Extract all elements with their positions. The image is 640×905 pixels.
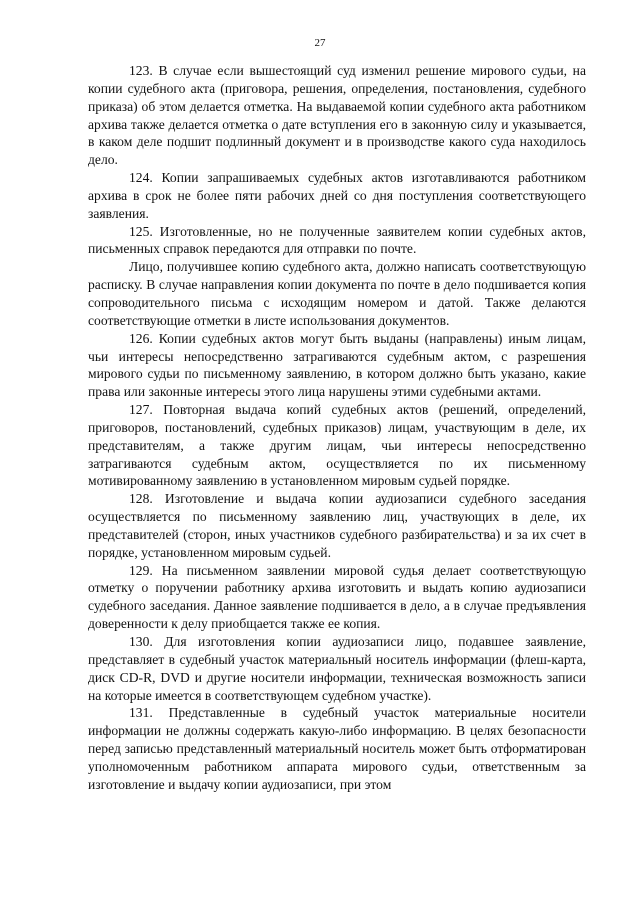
paragraph-129: 129. На письменном заявлении мировой судья делает соответствующую отметку о поручении работнику архива изготовить и выдать копию аудиозаписи судебного заседания. Данное заявление подшивается в дело, а в случае предъявления доверенности к делу приобщается также ее копия.	[88, 562, 586, 632]
paragraph-127: 127. Повторная выдача копий судебных актов (решений, определений, приговоров, постановлений, судебных приказов) лицам, участвующим в деле, их представителям, а также другим лицам, чьи интересы непосредственно затрагиваются судебным актом, осуществляется по их письменному мотивированному заявлению в установленном мировым судьей порядке.	[88, 402, 586, 489]
paragraph-123: 123. В случае если вышестоящий суд изменил решение мирового судьи, на копии судебного акта (приговора, решения, определения, постановления, судебного приказа) об этом делается отметка. На выдаваемой копии судебного акта работником архива также делается отметка о дате вступления его в законную силу и указывается, в каком деле подшит подлинный документ и в производстве какого суда находилось дело.	[88, 63, 586, 168]
paragraph-125-continuation: Лицо, получившее копию судебного акта, должно написать соответствующую расписку. В случае направления копии документа по почте в дело подшивается копия сопроводительного письма с исходящим номером и датой. Также делаются соответствующие отметки в листе использования документов.	[88, 259, 586, 328]
paragraph-130: 130. Для изготовления копии аудиозаписи лицо, подавшее заявление, представляет в судебный участок материальный носитель информации (флеш-карта, диск CD-R, DVD и другие носители информации, техническая возможность записи на которые имеется в соответствующем судебном участке).	[88, 634, 586, 703]
page-number: 27	[314, 37, 326, 49]
document-body	[88, 62, 586, 794]
paragraph-126: 126. Копии судебных актов могут быть выданы (направлены) иным лицам, чьи интересы непосредственно затрагиваются судебным актом, с разрешения мирового судьи по письменному заявлению, в котором должно быть указано, какие права или законные интересы этого лица нарушены этими судебными актами.	[88, 330, 586, 400]
paragraph-131: 131. Представленные в судебный участок материальные носители информации не должны содержать какую-либо информацию. В целях безопасности перед записью представленный материальный носитель может быть отформатирован уполномоченным работником аппарата мирового судьи, ответственным за изготовление и выдачу копии аудиозаписи, при этом	[88, 705, 586, 792]
paragraph-124: 124. Копии запрашиваемых судебных актов изготавливаются работником архива в срок не более пяти рабочих дней со дня поступления соответствующего заявления.	[88, 170, 586, 221]
paragraph-125: 125. Изготовленные, но не полученные заявителем копии судебных актов, письменных справок передаются для отправки по почте.	[88, 223, 586, 257]
paragraph-128: 128. Изготовление и выдача копии аудиозаписи судебного заседания осуществляется по письменному заявлению лиц, участвующих в деле, их представителей (сторон, иных участников судебного разбирательства) и за их счет в порядке, установленном мировым судьей.	[88, 491, 586, 560]
